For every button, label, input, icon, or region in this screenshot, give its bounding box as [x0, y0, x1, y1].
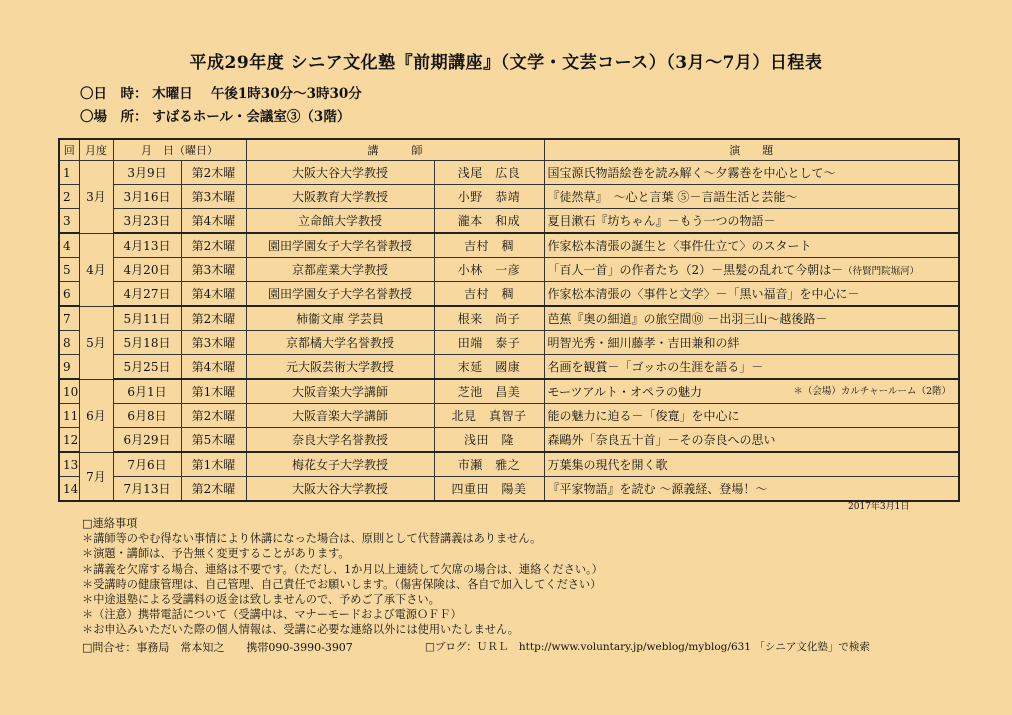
note-item: ＊講師等のやむ得ない事情により休講になった場合は、原則として代替講義はありません。: [82, 532, 542, 546]
table-row: [59, 258, 959, 282]
row-affiliation: 立命館大学教授: [246, 209, 434, 234]
row-number: 13: [59, 452, 79, 477]
row-number: 3: [59, 209, 79, 234]
header-date: 月 日（曜日）: [113, 139, 246, 161]
note-item: ＊（注意）携帯電話について（受講中は、マナーモードおよび電源ＯＦＦ）: [82, 608, 462, 622]
row-date: 7月13日: [113, 477, 181, 502]
row-week: 第2木曜: [181, 161, 246, 185]
row-date: 4月20日: [113, 258, 181, 282]
month-cell: 6月: [79, 379, 113, 452]
row-affiliation: 元大阪芸術大学教授: [246, 355, 434, 380]
table-row: [59, 185, 959, 209]
note-item: ＊演題・講師は、予告無く変更することがあります。: [82, 547, 350, 561]
row-week: 第5木曜: [181, 428, 246, 453]
row-lecturer: 小林 一彦: [434, 258, 544, 282]
table-row: [59, 209, 959, 234]
month-cell: 3月: [79, 161, 113, 234]
row-date: 7月6日: [113, 452, 181, 477]
row-number: 11: [59, 404, 79, 428]
row-topic-cell: [544, 379, 959, 404]
month-cell: 4月: [79, 233, 113, 306]
row-date: 6月1日: [113, 379, 181, 404]
row-topic: 芭蕉『奥の細道』の旅空間⑩ －出羽三山～越後路－: [544, 306, 959, 331]
row-date: 4月27日: [113, 282, 181, 307]
row-number: 5: [59, 258, 79, 282]
table-row: [59, 161, 959, 185]
row-affiliation: 大阪大谷大学教授: [246, 161, 434, 185]
table-row: [59, 428, 959, 453]
row-affiliation: 大阪大谷大学教授: [246, 477, 434, 502]
row-week: 第4木曜: [181, 209, 246, 234]
row-date: 5月11日: [113, 306, 181, 331]
table-row: [59, 452, 959, 477]
row-affiliation: 大阪音楽大学講師: [246, 379, 434, 404]
row-affiliation: 柿衞文庫 学芸員: [246, 306, 434, 331]
row-week: 第3木曜: [181, 331, 246, 355]
row-week: 第3木曜: [181, 185, 246, 209]
place-label: 〇場 所：: [80, 109, 148, 125]
row-date: 6月29日: [113, 428, 181, 453]
notes-section: [82, 516, 603, 638]
row-topic: 万葉集の現代を開く歌: [544, 452, 959, 477]
note-item: ＊中途退塾による受講料の返金は致しませんので、予めご了承下さい。: [82, 593, 440, 607]
row-topic: 国宝源氏物語絵巻を読み解く～夕霧巻を中心として～: [544, 161, 959, 185]
row-lecturer: 小野 恭靖: [434, 185, 544, 209]
row-lecturer: 浅田 隆: [434, 428, 544, 453]
row-number: 6: [59, 282, 79, 307]
row-date: 5月25日: [113, 355, 181, 380]
row-week: 第2木曜: [181, 477, 246, 502]
row-date: 6月8日: [113, 404, 181, 428]
note-item: ＊お申込みいただいた際の個人情報は、受講に必要な連絡以外には使用いたしません。: [82, 623, 519, 637]
schedule-table: [58, 138, 960, 502]
row-affiliation: 梅花女子大学教授: [246, 452, 434, 477]
notes-heading: □連絡事項: [82, 517, 138, 530]
row-number: 1: [59, 161, 79, 185]
row-affiliation: 奈良大学名誉教授: [246, 428, 434, 453]
row-number: 14: [59, 477, 79, 502]
row-topic: 明智光秀・細川藤孝・吉田兼和の絆: [544, 331, 959, 355]
table-row: [59, 379, 959, 404]
row-number: 10: [59, 379, 79, 404]
row-topic-note: ＊（会場）カルチャールーム（2階）: [793, 386, 951, 397]
row-number: 8: [59, 331, 79, 355]
row-date: 3月23日: [113, 209, 181, 234]
row-topic: 森鷗外「奈良五十首」－その奈良への思い: [544, 428, 959, 453]
info-datetime: [80, 82, 362, 102]
row-topic: 作家松本清張の〈事件と文学〉－「黒い福音」を中心に－: [544, 282, 959, 307]
row-week: 第2木曜: [181, 233, 246, 258]
row-affiliation: 京都産業大学教授: [246, 258, 434, 282]
row-number: 7: [59, 306, 79, 331]
note-item: ＊講義を欠席する場合、連絡は不要です。（ただし、1か月以上連続して欠席の場合は、連絡ください。）: [82, 562, 603, 576]
place-value: すばるホール・会議室③（3階）: [152, 109, 351, 125]
month-cell: 7月: [79, 452, 113, 501]
row-topic-cell: [544, 258, 959, 282]
contact-info: □問合せ：事務局 常本知之 携帯090-3990-3907: [82, 641, 353, 654]
row-lecturer: 田端 泰子: [434, 331, 544, 355]
row-date: 3月16日: [113, 185, 181, 209]
page-title: 平成29年度 シニア文化塾『前期講座』（文学・文芸コース）（3月～7月）日程表: [189, 53, 823, 73]
row-week: 第1木曜: [181, 379, 246, 404]
row-lecturer: 吉村 稠: [434, 282, 544, 307]
row-topic: 「百人一首」の作者たち（2）－黒髪の乱れて今朝は－: [547, 263, 844, 277]
row-date: 3月9日: [113, 161, 181, 185]
header-lecturer: 講 師: [246, 139, 544, 161]
row-number: 2: [59, 185, 79, 209]
row-number: 4: [59, 233, 79, 258]
row-lecturer: 末延 國康: [434, 355, 544, 380]
table-header-row: [59, 139, 959, 161]
row-topic: 名画を観賞－「ゴッホの生涯を語る」－: [544, 355, 959, 380]
table-row: [59, 306, 959, 331]
row-week: 第2木曜: [181, 306, 246, 331]
row-affiliation: 京都橘大学名誉教授: [246, 331, 434, 355]
table-row: [59, 404, 959, 428]
row-affiliation: 大阪教育大学教授: [246, 185, 434, 209]
row-topic: モーツアルト・オペラの魅力: [547, 385, 703, 399]
datetime-label: 〇日 時：: [80, 86, 148, 102]
row-lecturer: 吉村 稠: [434, 233, 544, 258]
row-topic: 『徒然草』 ～心と言葉 ⑤－言語生活と芸能～: [544, 185, 959, 209]
row-lecturer: 市瀬 雅之: [434, 452, 544, 477]
issue-date: 2017年3月1日: [848, 502, 910, 512]
header-topic: 演 題: [544, 139, 959, 161]
row-topic-note: （待賢門院堀河）: [843, 266, 920, 277]
row-lecturer: 四重田 陽美: [434, 477, 544, 502]
month-cell: 5月: [79, 306, 113, 379]
table-row: [59, 233, 959, 258]
table-row: [59, 331, 959, 355]
datetime-value: 木曜日 午後1時30分～3時30分: [152, 86, 362, 102]
header-kai: 回: [59, 139, 79, 161]
row-affiliation: 園田学園女子大学名誉教授: [246, 282, 434, 307]
row-topic: 夏目漱石『坊ちゃん』－もう一つの物語－: [544, 209, 959, 234]
row-lecturer: 芝池 昌美: [434, 379, 544, 404]
row-date: 4月13日: [113, 233, 181, 258]
row-week: 第2木曜: [181, 404, 246, 428]
table-row: [59, 355, 959, 380]
row-week: 第4木曜: [181, 355, 246, 380]
row-topic: 『平家物語』を読む ～源義経、登場！～: [544, 477, 959, 502]
row-week: 第1木曜: [181, 452, 246, 477]
info-place: [80, 105, 350, 125]
row-week: 第4木曜: [181, 282, 246, 307]
row-lecturer: 浅尾 広良: [434, 161, 544, 185]
table-row: [59, 282, 959, 307]
row-number: 9: [59, 355, 79, 380]
note-item: ＊受講時の健康管理は、自己管理、自己責任でお願いします。（傷害保険は、各自で加入してください）: [82, 577, 602, 591]
row-affiliation: 園田学園女子大学名誉教授: [246, 233, 434, 258]
row-lecturer: 瀧本 和成: [434, 209, 544, 234]
table-row: [59, 477, 959, 502]
header-month: 月度: [79, 139, 113, 161]
row-topic: 能の魅力に迫る－「俊寛」を中心に: [544, 404, 959, 428]
row-week: 第3木曜: [181, 258, 246, 282]
blog-info: □ブログ：ＵＲＬ http://www.voluntary.jp/weblog/myblog/631 「シニア文化塾」で検索: [425, 641, 870, 653]
row-topic: 作家松本清張の誕生と〈事件仕立て〉のスタート: [544, 233, 959, 258]
row-lecturer: 根来 尚子: [434, 306, 544, 331]
row-affiliation: 大阪音楽大学講師: [246, 404, 434, 428]
row-number: 12: [59, 428, 79, 453]
row-date: 5月18日: [113, 331, 181, 355]
row-lecturer: 北見 真智子: [434, 404, 544, 428]
